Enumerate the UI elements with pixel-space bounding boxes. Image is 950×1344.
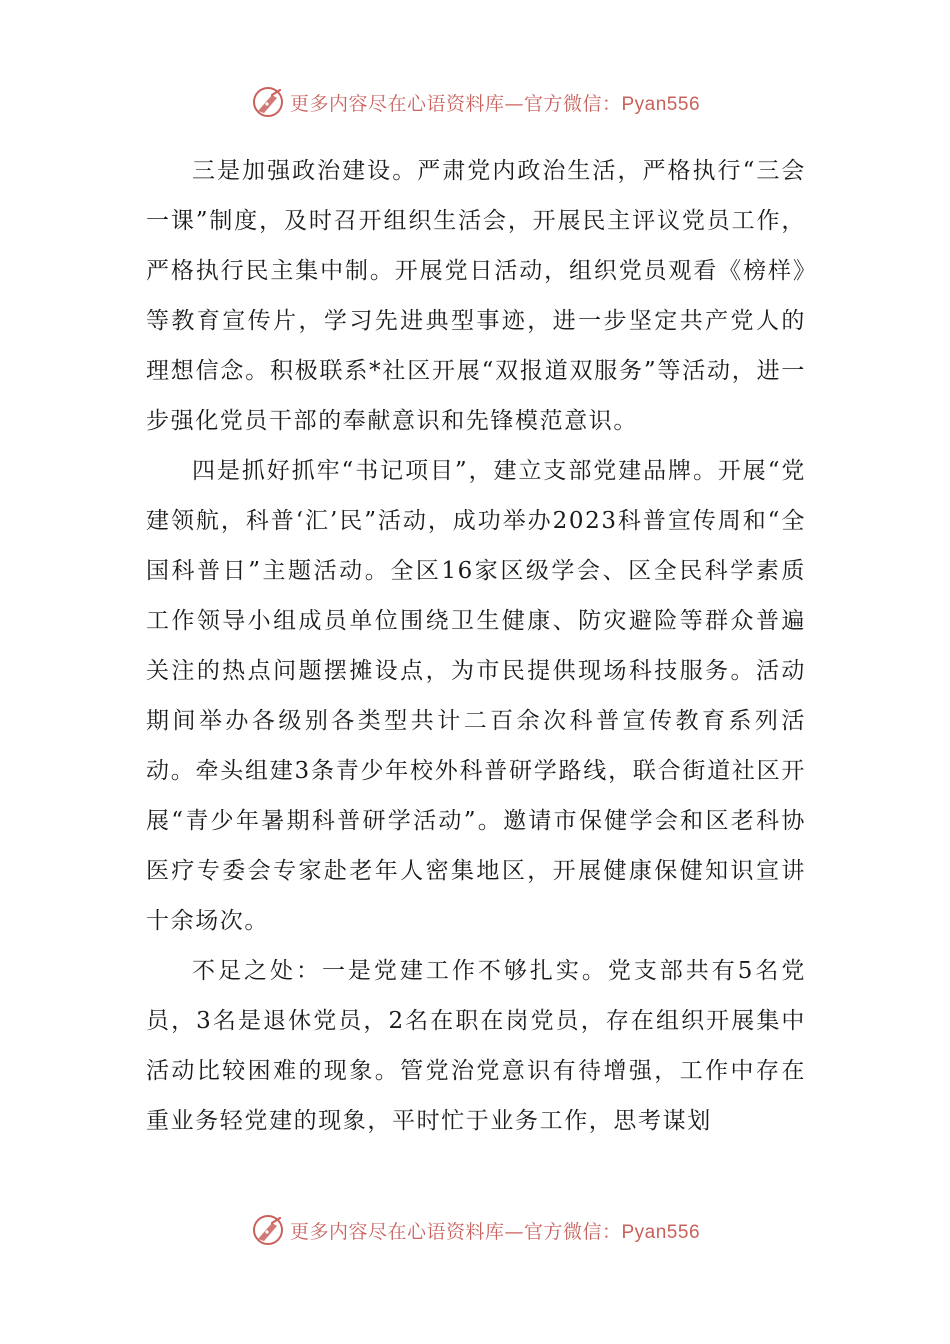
paragraph-secretary-project: 四是抓好抓牢“书记项目”，建立支部党建品牌。开展“党建领航，科普‘汇’民”活动，成功举办2023科普宣传周和“全国科普日”主题活动。全区16家区级学会、区全民科学素质工作领导小组成员单位围绕卫生健康、防灾避险等群众普遍关注的热点问题摆摊设点，为市民提供现场科技服务。活动期间举办各级别各类型共计二百余次科普宣传教育系列活动。牵头组建3条青少年校外科普研学路线，联合街道社区开展“青少年暑期科普研学活动”。邀请市保健学会和区老科协医疗专委会专家赴老年人密集地区，开展健康保健知识宣讲十余场次。: [146, 458, 806, 934]
document-body: [146, 146, 806, 1146]
header-watermark: [0, 82, 950, 122]
pen-nib-circle-icon: [250, 1212, 286, 1248]
footer-watermark: [0, 1210, 950, 1250]
watermark-text: 更多内容尽在心语资料库—官方微信：: [289, 92, 622, 115]
paragraph-political-building: 三是加强政治建设。严肃党内政治生活，严格执行“三会一课”制度，及时召开组织生活会，开展民主评议党员工作，严格执行民主集中制。开展党日活动，组织党员观看《榜样》等教育宣传片，学习先进典型事迹，进一步坚定共产党人的理想信念。积极联系*社区开展“双报道双服务”等活动，进一步强化党员干部的奉献意识和先锋模范意识。: [146, 158, 806, 434]
pen-nib-circle-icon: [250, 84, 286, 120]
watermark-text: 更多内容尽在心语资料库—官方微信：: [289, 1220, 622, 1243]
watermark-wechat-id: Pyan556: [621, 1221, 701, 1243]
paragraph-shortcomings: 不足之处：一是党建工作不够扎实。党支部共有5名党员，3名是退休党员，2名在职在岗党员，存在组织开展集中活动比较困难的现象。管党治党意识有待增强，工作中存在重业务轻党建的现象，平时忙于业务工作，思考谋划: [146, 958, 806, 1134]
watermark-wechat-id: Pyan556: [621, 93, 701, 115]
